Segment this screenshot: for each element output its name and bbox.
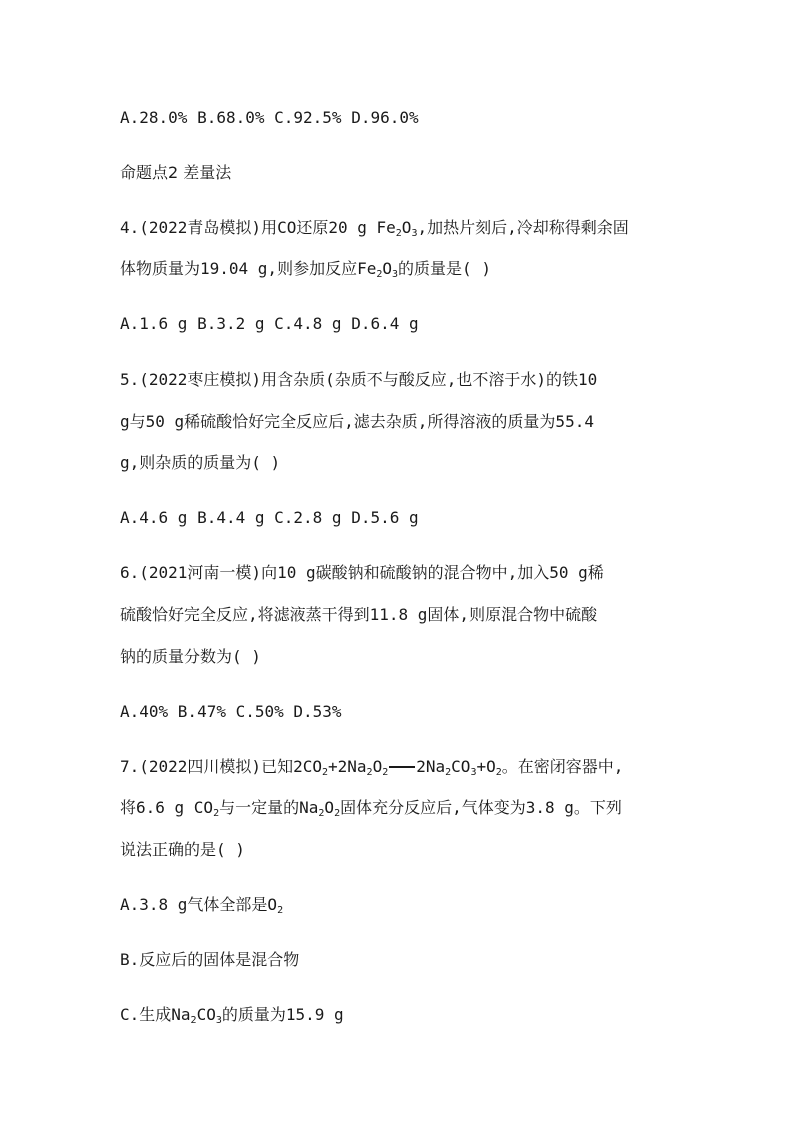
q6-options: A.40% B.47% C.50% D.53% [120,702,342,721]
q7-option-b: B.反应后的固体是混合物 [120,950,300,969]
q4-options: A.1.6 g B.3.2 g C.4.8 g D.6.4 g [120,314,419,333]
q5-stem-line-3: g,则杂质的质量为( ) [120,453,281,472]
q7-stem-line-3: 说法正确的是( ) [120,840,245,859]
q7-stem-line-1: 7.(2022四川模拟)已知$2CO_2+2Na_2O_2$ $2Na_2CO_3+O_2$。在密闭容器中, [120,757,624,778]
q7-stem-line-2: 将6.6 g $CO_2$与一定量的$Na_2O_2$固体充分反应后,气体变为3.8 g。下列 [120,798,622,819]
q4-stem-line-1: 4.(2022青岛模拟)用CO还原20 g $Fe_2O_3$,加热片刻后,冷却称得剩余固 [120,218,629,239]
q4-stem-line-2: 体物质量为19.04 g,则参加反应$Fe_2O_3$的质量是( ) [120,259,491,280]
q6-stem-line-1: 6.(2021河南一模)向10 g碳酸钠和硫酸钠的混合物中,加入50 g稀 [120,563,604,582]
q3-options: A.28.0% B.68.0% C.92.5% D.96.0% [120,108,419,127]
q7-option-c: C.生成$Na_2CO_3$的质量为15.9 g [120,1005,344,1026]
q5-options: A.4.6 g B.4.4 g C.2.8 g D.5.6 g [120,508,419,527]
q5-stem-line-1: 5.(2022枣庄模拟)用含杂质(杂质不与酸反应,也不溶于水)的铁10 [120,370,598,389]
q6-stem-line-3: 钠的质量分数为( ) [120,647,261,666]
reaction-equals-sign [389,766,415,768]
q7-option-a: A.3.8 g气体全部是$O_2$ [120,895,284,916]
q5-stem-line-2: g与50 g稀硫酸恰好完全反应后,滤去杂质,所得溶液的质量为55.4 [120,412,594,431]
q6-stem-line-2: 硫酸恰好完全反应,将滤液蒸干得到11.8 g固体,则原混合物中硫酸 [120,605,598,624]
section-heading: 命题点2 差量法 [120,163,232,182]
